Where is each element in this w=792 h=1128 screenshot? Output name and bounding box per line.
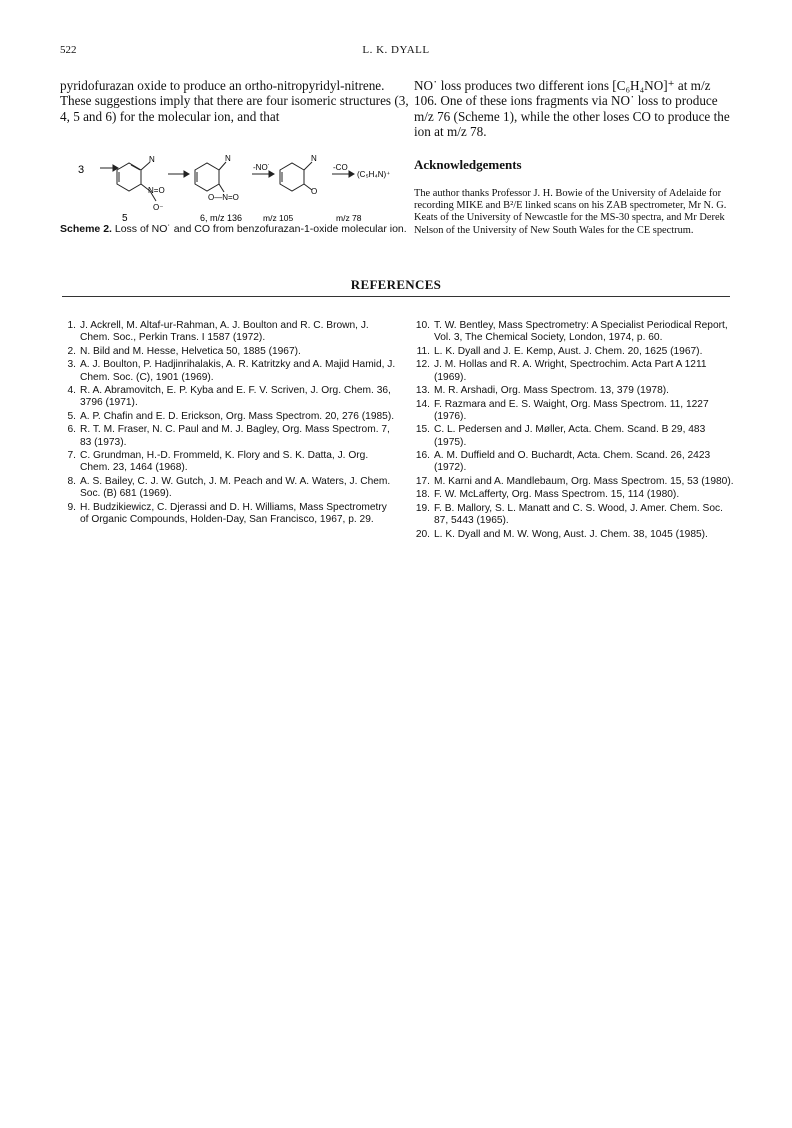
reference-item [60,411,396,423]
reference-item [414,489,736,501]
reference-number: 6. [67,424,76,436]
atom-label: N [311,154,317,163]
paragraph: NO˙ loss produces two different ions [C₆H₄NO]⁺ at m/z 106. One of these ions fragments via NO˙ loss to produce m/z 76 (Scheme 1), while the other loses CO to produce the ion at m/z 78. [414,78,730,140]
atom-label: O—N=O [208,193,239,202]
benzene-ring [195,163,219,191]
acknowledgements-heading: Acknowledgements [414,157,522,172]
reference-item [60,476,396,501]
reference-item [414,320,736,345]
compound-label: 5 [122,213,128,224]
compound-label: 6, m/z 136 [200,213,243,223]
reference-text: L. K. Dyall and M. W. Wong, Aust. J. Chem. 38, 1045 (1985). [434,528,708,540]
reference-number: 10. [415,320,430,331]
atom-label: O [311,187,318,196]
benzene-ring [280,163,304,191]
reference-text: T. W. Bentley, Mass Spectrometry: A Specialist Periodical Report, Vol. 3, The Chemical Society, London, 1974, p. 60. [434,320,728,344]
reference-item [414,346,736,358]
paragraph: pyridofurazan oxide to produce an ortho-nitropyridyl-nitrene. [60,78,385,93]
reference-item [414,503,736,528]
reference-number: 4. [67,385,76,397]
reference-item [414,424,736,449]
reference-text: R. A. Abramovitch, E. P. Kyba and E. F. V. Scriven, J. Org. Chem. 36, 3796 (1971). [80,385,391,409]
reference-number: 19. [415,502,430,514]
scheme-start-label: 3 [78,164,85,176]
reference-text: R. T. M. Fraser, N. C. Paul and M. J. Bagley, Org. Mass Spectrom. 7, 83 (1973). [80,424,390,448]
reference-item [60,450,396,475]
reference-text: L. K. Dyall and J. E. Kemp, Aust. J. Chem. 20, 1625 (1967). [434,345,703,357]
reference-item [414,476,736,488]
atom-label: N [225,154,231,163]
reference-number: 9. [67,501,76,513]
reference-text: F. B. Mallory, S. L. Manatt and C. S. Wood, J. Amer. Chem. Soc. 87, 5443 (1965). [434,502,723,527]
reference-text: C. L. Pedersen and J. Møller, Acta. Chem. Scand. B 29, 483 (1975). [434,424,706,448]
running-head: L. K. DYALL [362,44,430,56]
reference-text: H. Budzikiewicz, C. Djerassi and D. H. Williams, Mass Spectrometry of Organic Compounds, Holden-Day, San Francisco, 1967, p. 29. [80,501,387,525]
page-number: 522 [60,44,77,56]
reference-text: A. P. Chafin and E. D. Erickson, Org. Mass Spectrom. 20, 276 (1985). [80,410,395,422]
reference-number: 8. [67,475,76,487]
reference-number: 15. [415,424,430,436]
step-label: -CO [333,163,348,172]
references-right-column [414,320,736,542]
references-heading: REFERENCES [350,277,442,292]
reference-number: 16. [415,450,430,462]
product-formula: (C₅H₄N)⁺ [357,170,391,179]
compound-label: m/z 105 [263,213,294,223]
caption-text: Loss of NO˙ and CO from benzofurazan-1-oxide molecular ion. [114,223,407,235]
references-rule [62,296,730,297]
reference-number: 7. [67,450,76,462]
reference-item [60,424,396,449]
reference-item [60,320,396,345]
reference-number: 1. [67,320,76,331]
reference-number: 13. [415,385,430,397]
right-column-text [414,78,736,140]
reference-text: F. Razmara and E. S. Waight, Org. Mass Spectrom. 11, 1227 (1976). [434,398,709,422]
reference-number: 18. [415,489,430,501]
atom-label: N=O [148,186,165,195]
reference-text: A. J. Boulton, P. Hadjinrihalakis, A. R. Katritzky and A. Majid Hamid, J. Chem. Soc. (C), 1901 (1969). [80,359,396,383]
reference-number: 20. [415,528,430,540]
reference-text: C. Grundman, H.-D. Frommeld, K. Flory and S. K. Datta, J. Org. Chem. 23, 1464 (1968). [80,450,369,474]
reference-text: J. M. Hollas and R. A. Wright, Spectrochim. Acta Part A 1211 (1969). [434,359,707,383]
reference-item [414,385,736,397]
compound-label: m/z 78 [336,213,362,223]
caption-label: Scheme 2. [60,223,112,235]
atom-label: N [149,155,155,164]
reference-item [414,359,736,384]
reference-item [414,399,736,424]
paragraph: These suggestions imply that there are four isomeric structures (3, 4, 5 and 6) for the molecular ion, and that [60,93,409,124]
reference-item [60,385,396,410]
reference-item [414,450,736,475]
reference-number: 17. [415,475,430,487]
reference-text: M. R. Arshadi, Org. Mass Spectrom. 13, 379 (1978). [434,385,669,397]
reference-item [60,502,396,527]
reference-number: 12. [415,359,430,371]
reference-item [414,529,736,541]
reference-number: 14. [415,398,430,410]
reference-item [60,359,396,384]
reference-text: N. Bild and M. Hesse, Helvetica 50, 1885 (1967). [80,345,301,357]
reference-text: A. S. Bailey, C. J. W. Gutch, J. M. Peach and W. A. Waters, J. Chem. Soc. (B) 681 (1969). [80,475,391,500]
reference-number: 3. [67,359,76,371]
left-column-text [60,78,410,124]
atom-label: O⁻ [153,203,164,212]
reference-number: 5. [67,410,76,422]
reference-text: J. Ackrell, M. Altaf-ur-Rahman, A. J. Boulton and R. C. Brown, J. Chem. Soc., Perkin Trans. I 1587 (1972). [80,320,369,344]
reference-text: M. Karni and A. Mandlebaum, Org. Mass Spectrom. 15, 53 (1980). [434,475,734,487]
benzene-ring [117,163,141,191]
scheme-caption [60,223,410,235]
reference-text: A. M. Duffield and O. Buchardt, Acta. Chem. Scand. 26, 2423 (1972). [434,450,711,474]
references-left-column [60,320,396,527]
reference-text: F. W. McLafferty, Org. Mass Spectrom. 15, 114 (1980). [434,489,680,501]
reference-number: 2. [67,345,76,357]
reference-item [60,346,396,358]
acknowledgements-body: The author thanks Professor J. H. Bowie of the University of Adelaide for recording MIKE and B²/E linked scans on his ZAB spectrometer, Mr N. G. Keats of the University of Newcastle for the MS-30 spectra, and Mr Derek Nelson of the University of New South Wales for the CE spectrum. [414,188,727,236]
reference-number: 11. [416,345,430,357]
step-label: -NO˙ [253,163,271,172]
